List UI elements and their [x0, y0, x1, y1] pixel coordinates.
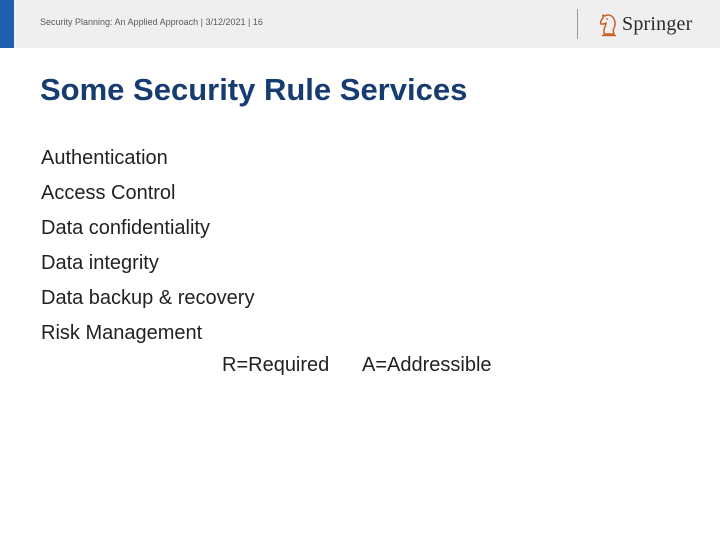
slide-title: Some Security Rule Services [40, 72, 468, 107]
service-list [41, 141, 254, 351]
springer-logo [598, 9, 692, 39]
list-item: Data confidentiality [41, 217, 210, 239]
header-text: Security Planning: An Applied Approach | 3/12/2021 | 16 [40, 17, 263, 27]
logo-text: Springer [622, 12, 693, 35]
legend-addressible: A=Addressible [362, 354, 492, 376]
list-item: Access Control [41, 182, 176, 204]
legend-required: R=Required [222, 354, 330, 376]
chess-knight-icon [598, 11, 620, 37]
header-bar [0, 0, 720, 48]
list-item: Data integrity [41, 252, 159, 274]
header-divider [577, 9, 578, 39]
list-item: Authentication [41, 147, 168, 169]
accent-strip [0, 0, 14, 48]
list-item: Risk Management [41, 322, 203, 344]
list-item: Data backup & recovery [41, 287, 255, 309]
